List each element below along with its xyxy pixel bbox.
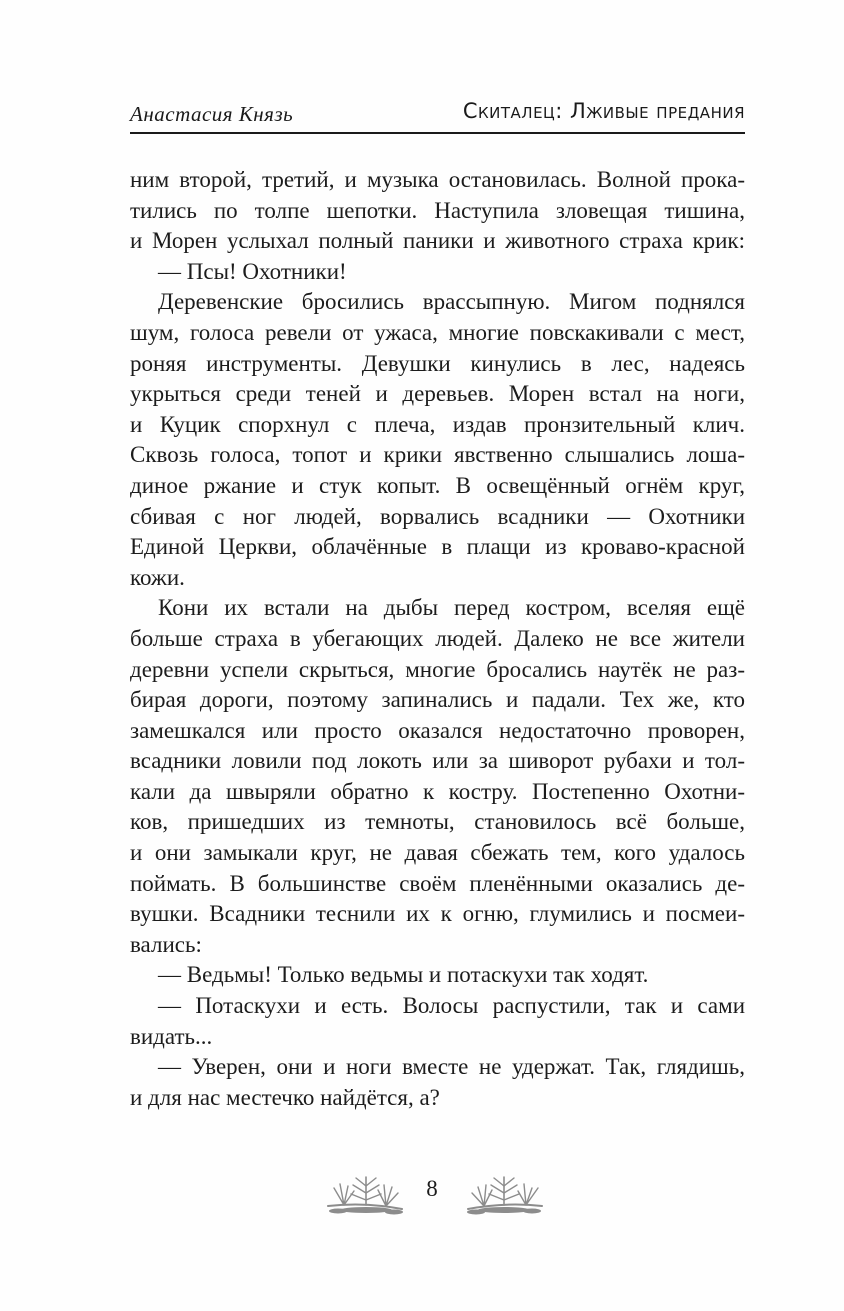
text-line: и Куцик спорхнул с плеча, издав пронзительный клич. — [130, 411, 745, 437]
text-line: замешкался или просто оказался недостаточно проворен, — [130, 717, 745, 743]
text-line: — Уверен, они и ноги вместе не удержат. Так, глядишь, — [158, 1054, 745, 1080]
running-header — [130, 98, 745, 134]
body-text — [130, 165, 745, 1113]
header-title: Скиталец: Лживые предания — [462, 99, 745, 123]
text-line: кали да швыряли обратно к костру. Постепенно Охотни- — [130, 778, 745, 804]
text-line: больше страха в убегающих людей. Далеко не все жители — [130, 625, 745, 651]
text-line: — Псы! Охотники! — [158, 258, 347, 284]
text-line: Сквозь голоса, топот и крики явственно слышались лоша- — [130, 442, 745, 468]
text-line: всадники ловили под локоть или за шиворот рубахи и тол- — [130, 748, 745, 774]
text-line: вались: — [130, 931, 202, 957]
page-footer — [0, 1168, 844, 1218]
fern-ornament-icon — [466, 1172, 544, 1216]
fern-ornament-icon — [326, 1172, 404, 1216]
page-number: 8 — [426, 1176, 438, 1201]
text-line: поймать. В большинстве своём пленёнными оказались де- — [130, 870, 745, 896]
text-line: и для нас местечко найдётся, а? — [130, 1084, 440, 1110]
text-line: бирая дороги, поэтому запинались и падали. Тех же, кто — [130, 687, 745, 713]
text-line: шум, голоса ревели от ужаса, многие повскакивали с мест, — [130, 319, 745, 345]
text-line: Единой Церкви, облачённые в плащи из кроваво-красной — [130, 534, 745, 560]
text-line: и Морен услыхал полный паники и животного страха крик: — [130, 228, 745, 254]
text-line: деревни успели скрыться, многие бросались наутёк не раз- — [130, 656, 745, 682]
text-line: тились по толпе шепотки. Наступила зловещая тишина, — [130, 197, 745, 223]
text-line: укрыться среди теней и деревьев. Морен встал на ноги, — [130, 381, 745, 407]
text-line: — Ведьмы! Только ведьмы и потаскухи так ходят. — [158, 962, 649, 988]
text-line: роняя инструменты. Девушки кинулись в лес, надеясь — [130, 350, 745, 376]
text-line: Кони их встали на дыбы перед костром, вселяя ещё — [158, 595, 745, 621]
text-line: кожи. — [130, 564, 185, 590]
text-line: ним второй, третий, и музыка остановилась. Волной прока- — [130, 167, 745, 192]
text-line: видать... — [130, 1023, 213, 1049]
text-line: сбивая с ног людей, ворвались всадники — Охотники — [130, 503, 745, 529]
text-line: вушки. Всадники теснили их к огню, глумились и посмеи- — [130, 901, 745, 927]
text-line: Деревенские бросились врассыпную. Мигом поднялся — [158, 289, 745, 315]
text-line: — Потаскухи и есть. Волосы распустили, так и сами — [158, 993, 745, 1019]
text-line: диное ржание и стук копыт. В освещённый огнём круг, — [130, 472, 745, 498]
text-line: и они замыкали круг, не давая сбежать тем, кого удалось — [130, 840, 745, 866]
text-line: ков, пришедших из темноты, становилось всё больше, — [130, 809, 745, 835]
header-author: Анастасия Князь — [130, 102, 294, 126]
